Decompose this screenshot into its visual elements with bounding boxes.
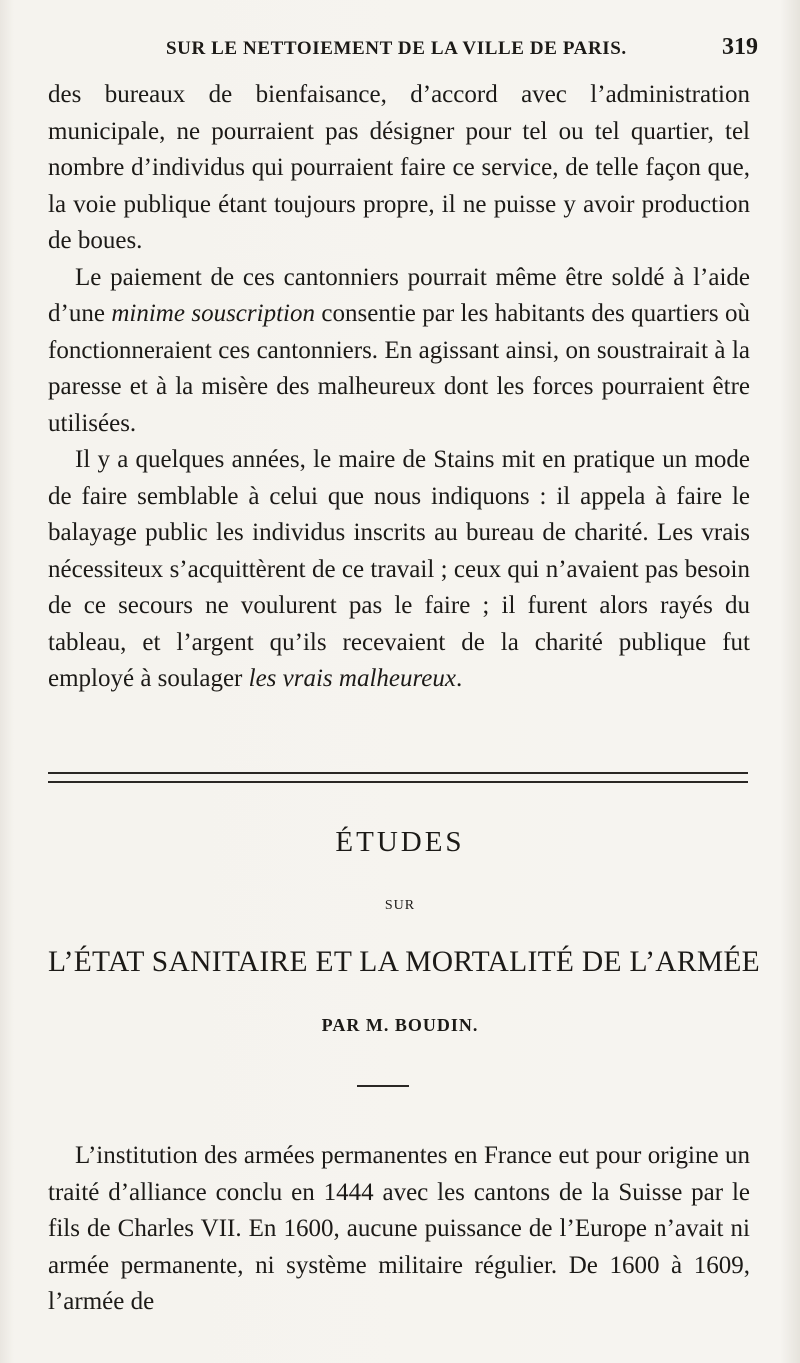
italic-text: les vrais malheureux xyxy=(248,665,456,692)
article-text xyxy=(48,1138,750,1321)
text-run: Il y a quelques années, le maire de Stains mit en pratique un mode de faire semblable à celui que nous indiquons : il appela à faire le balayage public les individus inscrits au bureau de charité. Les vrais nécessiteux s’acquittèrent de ce travail ; ceux qui n’avaient pas besoin de ce secours ne voulurent pas le faire ; il furent alors rayés du tableau, et l’argent qu’ils recevaient de la charité publique fut employé à soulager xyxy=(48,446,750,692)
article-connector: SUR xyxy=(384,898,416,913)
page-number: 319 xyxy=(722,34,758,60)
running-head-title: SUR LE NETTOIEMENT DE LA VILLE DE PARIS. xyxy=(166,38,627,59)
section-text xyxy=(48,77,750,698)
italic-text: minime souscription xyxy=(111,300,315,327)
text-run: Le paiement de ces cantonniers pourrait même être soldé à l’aide d’une xyxy=(48,263,750,327)
paragraph: L’institution des armées permanentes en France eut pour origine un traité d’alliance conclu en 1444 avec les cantons de la Suisse par le fils de Charles VII. En 1600, aucune puissance de l’Europe n’avait ni armée permanente, ni système militaire régulier. De 1600 à 1609, l’armée de xyxy=(48,1142,750,1315)
title-rule xyxy=(357,1085,409,1087)
paragraph: des bureaux de bienfaisance, d’accord avec l’administration municipale, ne pourraient pas désigner pour tel ou tel quartier, tel nombre d’individus qui pourraient faire ce service, de telle façon que, la voie publique étant toujours propre, il ne puisse y avoir production de boues. xyxy=(48,81,750,254)
article-title: L’ÉTAT SANITAIRE ET LA MORTALITÉ DE L’ARMÉE xyxy=(48,946,760,978)
article-heading: ÉTUDES xyxy=(335,826,465,858)
paragraph xyxy=(48,260,750,443)
article-author: PAR M. BOUDIN. xyxy=(321,1015,479,1035)
text-run: . xyxy=(456,665,463,692)
section-divider xyxy=(48,772,748,783)
text-run: consentie par les habitants des quartiers où fonctionneraient ces cantonniers. En agissant ainsi, on soustrairait à la paresse et à la misère des malheureux dont les forces pourraient être utilisées. xyxy=(48,300,751,437)
running-head xyxy=(48,36,760,70)
paragraph xyxy=(48,442,750,698)
